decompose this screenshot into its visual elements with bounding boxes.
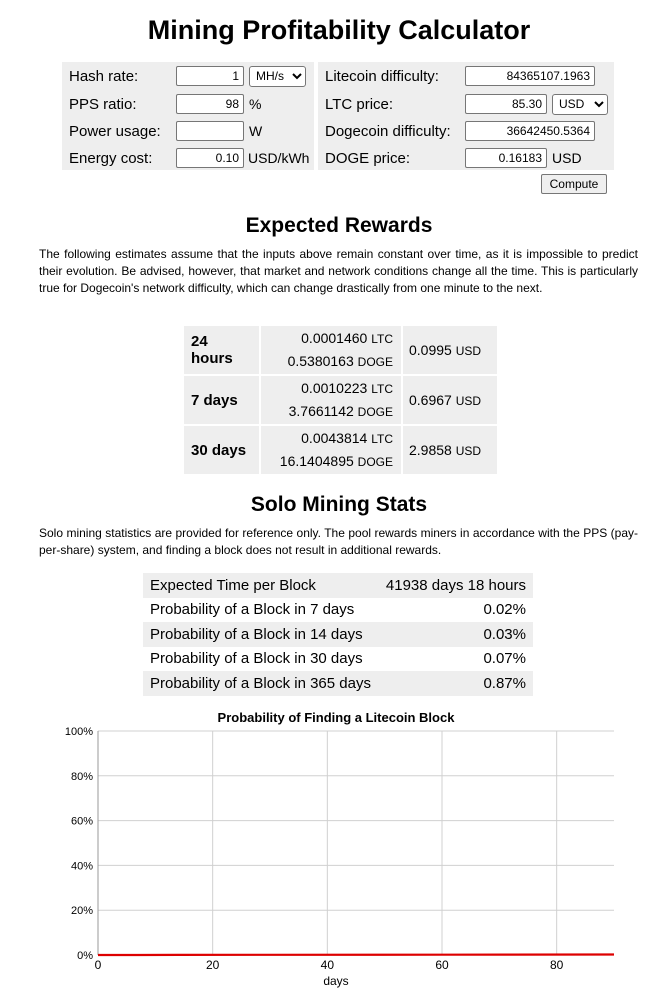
ltc-price-currency-select[interactable] [552, 94, 608, 115]
energy-cost-row [69, 146, 309, 170]
reward-ltc [265, 327, 393, 350]
solo-stats-table [143, 573, 533, 696]
y-tick-label: 40% [70, 860, 93, 873]
solo-stat-value: 0.03% [379, 622, 533, 647]
x-tick-label: 0 [94, 958, 102, 972]
solo-stat-row [143, 622, 533, 647]
reward-doge [265, 400, 393, 423]
hash-rate-row [69, 64, 306, 88]
reward-row [184, 376, 497, 424]
pps-ratio-label: PPS ratio: [69, 95, 137, 113]
power-usage-unit: W [249, 123, 263, 139]
solo-stat-label: Probability of a Block in 7 days [150, 601, 355, 619]
doge-difficulty-label: Dogecoin difficulty: [325, 122, 451, 140]
reward-ltc-amount: 0.0001460 [301, 330, 368, 346]
ltc-difficulty-row [325, 64, 595, 88]
energy-cost-label: Energy cost: [69, 149, 153, 167]
reward-doge-unit: DOGE [357, 405, 393, 419]
doge-price-row [325, 146, 582, 170]
doge-price-unit: USD [552, 150, 582, 166]
y-tick-label: 100% [64, 726, 93, 738]
power-usage-label: Power usage: [69, 122, 161, 140]
reward-doge [265, 450, 393, 473]
x-tick-label: 20 [205, 958, 220, 972]
y-tick-label: 20% [70, 905, 93, 918]
rewards-table [182, 324, 499, 476]
y-tick-label: 60% [70, 815, 93, 828]
reward-ltc-unit: LTC [371, 332, 393, 346]
doge-difficulty-row [325, 119, 595, 143]
reward-doge-amount: 16.1404895 [279, 453, 354, 469]
reward-ltc-amount: 0.0043814 [301, 430, 368, 446]
ltc-price-label: LTC price: [325, 95, 394, 113]
reward-period: 24 hours [184, 326, 259, 374]
calculator-form [62, 62, 614, 170]
reward-usd-unit: USD [455, 394, 482, 408]
reward-ltc-unit: LTC [371, 432, 393, 446]
reward-period: 7 days [184, 376, 259, 424]
reward-usd-unit: USD [455, 444, 482, 458]
solo-stat-row [143, 598, 533, 623]
reward-usd-cell [403, 326, 497, 374]
reward-period: 30 days [184, 426, 259, 474]
solo-stat-row [143, 573, 533, 598]
reward-ltc-unit: LTC [371, 382, 393, 396]
compute-button[interactable]: Compute [541, 174, 607, 194]
solo-mining-intro: Solo mining statistics are provided for reference only. The pool rewards miners in accordance with the PPS (pay-per-share) system, and finding a block does not result in additional rewards. [39, 526, 638, 557]
reward-crypto-cell [261, 326, 401, 374]
doge-difficulty-input[interactable] [465, 121, 595, 141]
solo-stat-row [143, 647, 533, 672]
expected-rewards-intro: The following estimates assume that the inputs above remain constant over time, as it is impossible to predict their evolution. Be advised, however, that market and network conditions change all the time. This is particularly true for Dogecoin's network difficulty, which can change drastically from one minute to the next. [39, 247, 638, 295]
power-usage-input[interactable] [176, 121, 244, 141]
probability-chart [0, 700, 648, 993]
reward-usd-amount: 0.0995 [409, 342, 452, 358]
reward-doge-unit: DOGE [357, 455, 393, 469]
reward-row [184, 426, 497, 474]
chart-title: Probability of Finding a Litecoin Block [217, 710, 455, 725]
pps-ratio-input[interactable] [176, 94, 244, 114]
reward-doge [265, 350, 393, 373]
power-usage-row [69, 119, 262, 143]
doge-price-input[interactable] [465, 148, 547, 168]
y-tick-label: 0% [77, 950, 93, 962]
hash-rate-unit-select[interactable] [249, 66, 306, 87]
reward-doge-amount: 3.7661142 [288, 403, 354, 419]
x-tick-label: 80 [549, 958, 564, 972]
x-tick-label: 40 [320, 958, 335, 972]
solo-stat-value: 0.02% [483, 601, 526, 619]
x-tick-label: 60 [435, 958, 449, 972]
reward-usd-cell [403, 426, 497, 474]
doge-price-label: DOGE price: [325, 149, 411, 167]
reward-ltc [265, 377, 393, 400]
energy-cost-unit: USD/kWh [248, 150, 310, 166]
reward-usd-amount: 2.9858 [409, 442, 452, 458]
hash-rate-label: Hash rate: [69, 67, 139, 85]
reward-usd-cell [403, 376, 497, 424]
solo-stat-label: Probability of a Block in 30 days [150, 650, 363, 668]
solo-stat-label: Expected Time per Block [143, 573, 379, 598]
reward-ltc [265, 427, 393, 450]
reward-usd-amount: 0.6967 [409, 392, 452, 408]
reward-doge-unit: DOGE [357, 355, 393, 369]
reward-crypto-cell [261, 426, 401, 474]
x-axis-label: days [323, 974, 349, 988]
expected-rewards-heading: Expected Rewards [245, 214, 433, 237]
reward-crypto-cell [261, 376, 401, 424]
reward-doge-amount: 0.5380163 [287, 353, 354, 369]
ltc-price-row [325, 92, 608, 116]
page-title: Mining Profitability Calculator [147, 15, 531, 45]
solo-stat-value: 41938 days 18 hours [379, 573, 533, 598]
solo-stat-label: Probability of a Block in 14 days [143, 622, 379, 647]
ltc-price-input[interactable] [465, 94, 547, 114]
ltc-difficulty-input[interactable] [465, 66, 595, 86]
hash-rate-input[interactable] [176, 66, 244, 86]
y-tick-label: 80% [70, 770, 93, 783]
reward-usd-unit: USD [455, 344, 482, 358]
energy-cost-input[interactable] [176, 148, 244, 168]
probability-series-line [98, 955, 614, 956]
solo-stat-row [143, 671, 533, 696]
pps-ratio-unit: % [249, 96, 262, 112]
pps-ratio-row [69, 92, 261, 116]
reward-ltc-amount: 0.0010223 [301, 380, 368, 396]
solo-stat-value: 0.87% [379, 671, 533, 696]
solo-mining-heading: Solo Mining Stats [250, 493, 428, 516]
ltc-difficulty-label: Litecoin difficulty: [325, 67, 439, 85]
reward-row [184, 326, 497, 374]
solo-stat-value: 0.07% [483, 650, 526, 668]
solo-stat-label: Probability of a Block in 365 days [143, 671, 379, 696]
